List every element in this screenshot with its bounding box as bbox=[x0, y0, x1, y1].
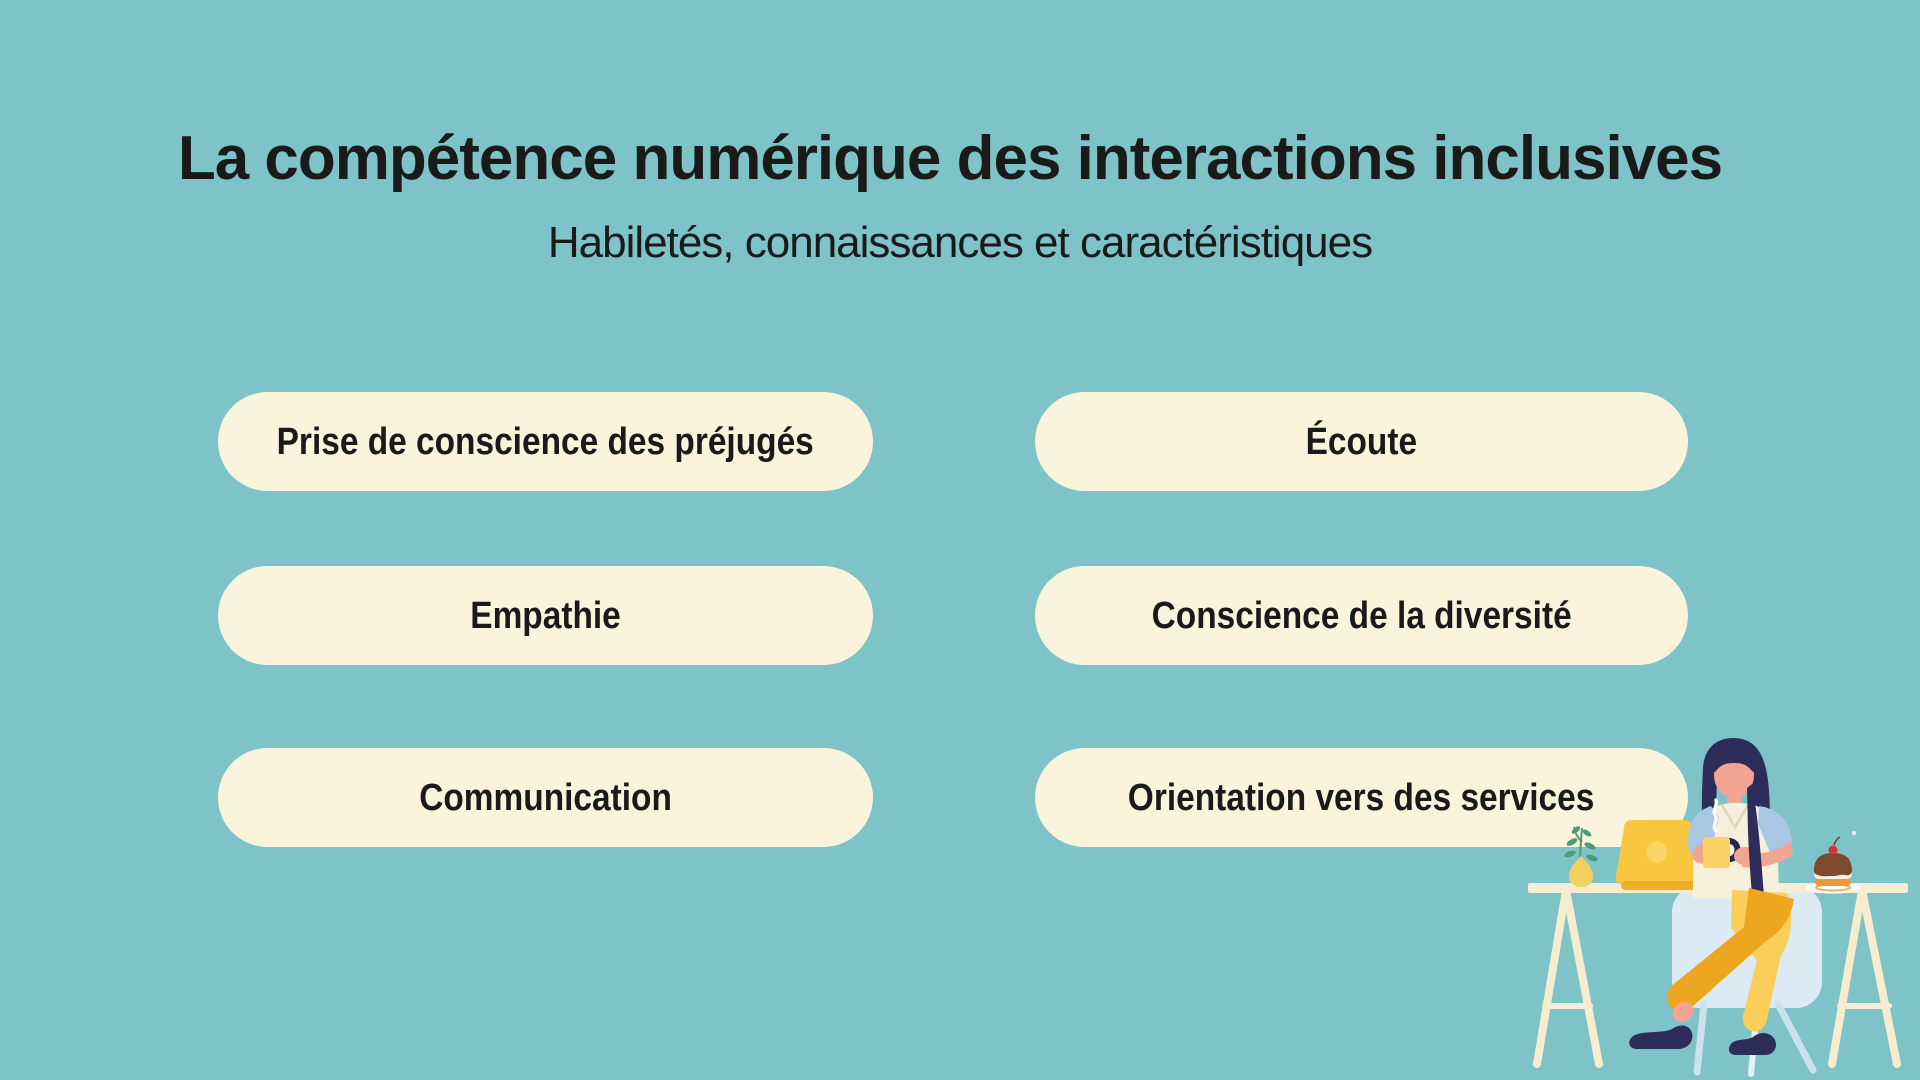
cake bbox=[1806, 831, 1860, 894]
coffee-mug bbox=[1703, 837, 1730, 868]
card-empathie bbox=[218, 566, 873, 665]
plant-vase bbox=[1563, 825, 1598, 887]
page-subtitle: Habiletés, connaissances et caractéristiques bbox=[547, 218, 1373, 267]
woman-at-desk-illustration bbox=[1520, 730, 1920, 1080]
card-prejuges bbox=[218, 392, 873, 491]
page-title: La compétence numérique des interactions inclusives bbox=[177, 124, 1723, 193]
steam bbox=[1714, 800, 1716, 831]
card-label: Conscience de la diversité bbox=[1151, 594, 1572, 637]
card-diversite bbox=[1035, 566, 1688, 665]
card-label: Communication bbox=[419, 776, 672, 819]
card-label: Orientation vers des services bbox=[1128, 776, 1595, 819]
card-label: Écoute bbox=[1305, 420, 1418, 463]
card-label: Empathie bbox=[470, 594, 621, 637]
card-ecoute bbox=[1035, 392, 1688, 491]
shoe-front bbox=[1629, 1026, 1692, 1049]
card-label: Prise de conscience des préjugés bbox=[276, 420, 815, 463]
card-communication bbox=[218, 748, 873, 847]
